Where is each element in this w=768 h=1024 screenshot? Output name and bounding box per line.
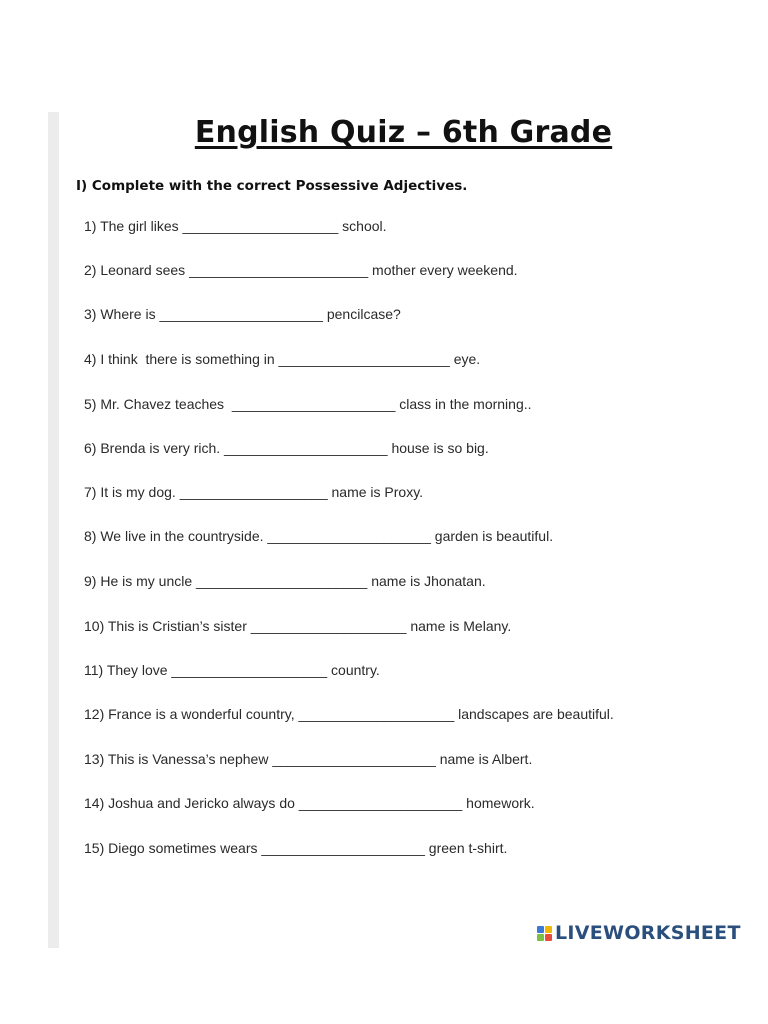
question-11: 11) They love ____________________ country. [84,662,380,678]
question-8: 8) We live in the countryside. _____________________ garden is beautiful. [84,528,554,544]
question-4: 4) I think there is something in ______________________ eye. [84,351,481,367]
page-edge-shadow [48,112,59,948]
question-5: 5) Mr. Chavez teaches _____________________ class in the morning.. [84,396,532,412]
liveworksheet-logo-icon [537,926,552,941]
logo-square-4 [545,934,552,941]
question-7: 7) It is my dog. ___________________ name is Proxy. [84,484,424,500]
question-9: 9) He is my uncle ______________________ name is Jhonatan. [84,573,486,589]
page-title: English Quiz – 6th Grade [194,115,613,150]
question-6: 6) Brenda is very rich. _____________________ house is so big. [84,440,489,456]
question-15: 15) Diego sometimes wears _____________________ green t-shirt. [84,840,508,856]
question-10: 10) This is Cristian’s sister ____________________ name is Melany. [84,618,512,634]
logo-square-1 [537,926,544,933]
logo-square-2 [545,926,552,933]
logo-square-3 [537,934,544,941]
question-2: 2) Leonard sees _______________________ mother every weekend. [84,262,518,278]
question-13: 13) This is Vanessa’s nephew _____________________ name is Albert. [84,751,533,767]
question-12: 12) France is a wonderful country, ____________________ landscapes are beautiful. [84,706,614,722]
question-14: 14) Joshua and Jericko always do _____________________ homework. [84,795,535,811]
instruction-heading: I) Complete with the correct Possessive Adjectives. [76,178,468,194]
brand-text: LIVEWORKSHEET [555,922,741,944]
liveworksheet-logo [537,922,741,944]
question-1: 1) The girl likes ____________________ school. [84,218,387,234]
question-3: 3) Where is _____________________ pencilcase? [84,306,401,322]
